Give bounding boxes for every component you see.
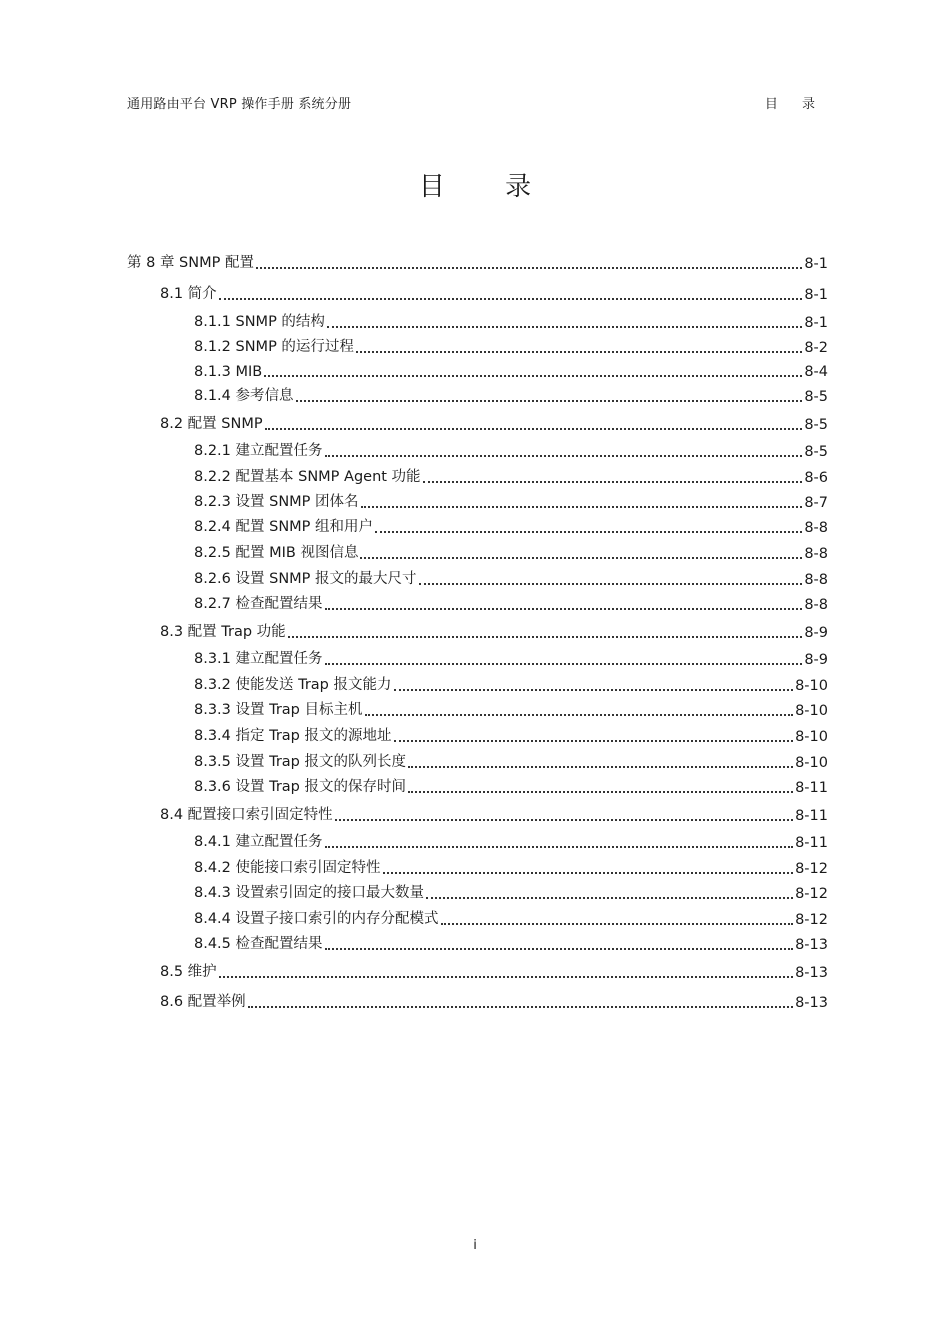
toc-entry-label: 8.2.4 配置 SNMP 组和用户 [194,519,374,535]
toc-entry-page: 8-11 [795,808,828,824]
toc-leader-dots [408,766,793,768]
toc-entry-page: 8-10 [795,755,828,771]
toc-entry[interactable] [127,829,828,851]
toc-entry-page: 8-10 [795,678,828,694]
toc-leader-dots [423,481,803,483]
toc-entry[interactable] [127,334,828,356]
toc-entry[interactable] [127,959,828,981]
toc-entry-page: 8-1 [804,315,828,331]
toc-entry-label: 8.2.3 设置 SNMP 团体名 [194,494,359,510]
toc-entry[interactable] [127,646,828,668]
toc-entry[interactable] [127,802,828,824]
toc-entry[interactable] [127,697,828,719]
toc-leader-dots [360,557,802,559]
toc-entry-page: 8-7 [804,495,828,511]
toc-leader-dots [419,583,803,585]
toc-entry[interactable] [127,855,828,877]
toc-entry-page: 8-4 [804,364,828,380]
toc-entry[interactable] [127,931,828,953]
toc-leader-dots [383,872,794,874]
toc-entry-label: 8.3.2 使能发送 Trap 报文能力 [194,677,392,693]
toc-entry-label: 8.4.1 建立配置任务 [194,834,323,850]
toc-entry[interactable] [127,989,828,1011]
toc-leader-dots [356,351,802,353]
toc-entry-label: 8.4.5 检查配置结果 [194,936,323,952]
toc-entry-label: 8.3.5 设置 Trap 报文的队列长度 [194,754,406,770]
toc-leader-dots [325,663,803,665]
toc-leader-dots [426,897,793,899]
toc-leader-dots [248,1006,793,1008]
toc-entry[interactable] [127,438,828,460]
toc-entry-page: 8-5 [804,444,828,460]
toc-leader-dots [219,298,803,300]
toc-entry[interactable] [127,591,828,613]
toc-entry-page: 8-12 [795,912,828,928]
toc-entry[interactable] [127,250,828,272]
toc-leader-dots [375,531,802,533]
toc-entry[interactable] [127,411,828,433]
toc-entry[interactable] [127,358,828,380]
page-header [127,93,825,113]
toc-entry-page: 8-10 [795,703,828,719]
toc-leader-dots [361,506,803,508]
toc-entry-page: 8-13 [795,995,828,1011]
toc-leader-dots [325,948,794,950]
toc-entry-label: 8.1.2 SNMP 的运行过程 [194,339,354,355]
toc-leader-dots [408,791,793,793]
toc-entry-page: 8-11 [795,835,828,851]
toc-entry-label: 8.1.4 参考信息 [194,388,294,404]
toc-leader-dots [325,455,803,457]
toc-entry-label: 8.2.5 配置 MIB 视图信息 [194,545,359,561]
toc-entry-page: 8-6 [804,470,828,486]
toc-leader-dots [325,608,803,610]
toc-entry-label: 8.4.2 使能接口索引固定特性 [194,860,381,876]
toc-entry-label: 8.2.7 检查配置结果 [194,596,323,612]
toc-entry-label: 8.2.1 建立配置任务 [194,443,323,459]
toc-entry[interactable] [127,619,828,641]
toc-entry-label: 8.1.1 SNMP 的结构 [194,314,325,330]
toc-entry-label: 8.3.1 建立配置任务 [194,651,323,667]
toc-entry-page: 8-5 [804,389,828,405]
toc-entry[interactable] [127,309,828,331]
toc-entry[interactable] [127,281,828,303]
toc-leader-dots [265,428,803,430]
toc-entry-label: 8.1 简介 [160,286,217,302]
toc-entry-page: 8-12 [795,861,828,877]
toc-entry-page: 8-1 [804,287,828,303]
page-number: i [473,1238,477,1253]
toc-entry[interactable] [127,464,828,486]
toc-entry[interactable] [127,749,828,771]
toc-entry-label: 8.4 配置接口索引固定特性 [160,807,333,823]
toc-leader-dots [219,976,793,978]
page-title: 目 录 [418,172,558,202]
toc-leader-dots [394,689,794,691]
toc-entry-label: 8.3.3 设置 Trap 目标主机 [194,702,363,718]
toc-leader-dots [296,400,803,402]
toc-entry[interactable] [127,514,828,536]
header-document-title: 通用路由平台 VRP 操作手册 系统分册 [127,97,352,112]
toc-entry-page: 8-13 [795,965,828,981]
toc-entry-page: 8-9 [804,652,828,668]
toc-entry[interactable] [127,566,828,588]
toc-entry-page: 8-8 [804,546,828,562]
toc-leader-dots [256,267,802,269]
toc-entry[interactable] [127,672,828,694]
toc-entry-label: 8.4.4 设置子接口索引的内存分配模式 [194,911,439,927]
toc-entry-page: 8-9 [804,625,828,641]
toc-leader-dots [325,846,794,848]
toc-entry-label: 8.2.2 配置基本 SNMP Agent 功能 [194,469,421,485]
toc-entry-label: 8.5 维护 [160,964,217,980]
toc-entry[interactable] [127,540,828,562]
toc-leader-dots [327,326,802,328]
toc-leader-dots [365,714,794,716]
toc-leader-dots [394,740,794,742]
toc-entry-label: 第 8 章 SNMP 配置 [127,255,254,271]
header-section-title: 目 录 [764,97,825,112]
toc-entry[interactable] [127,774,828,796]
toc-entry-page: 8-5 [804,417,828,433]
toc-entry-label: 8.6 配置举例 [160,994,246,1010]
toc-entry[interactable] [127,489,828,511]
toc-entry-page: 8-13 [795,937,828,953]
toc-entry-label: 8.3 配置 Trap 功能 [160,624,286,640]
toc-entry-page: 8-8 [804,572,828,588]
toc-entry-label: 8.3.4 指定 Trap 报文的源地址 [194,728,392,744]
toc-entry-label: 8.3.6 设置 Trap 报文的保存时间 [194,779,406,795]
toc-leader-dots [288,636,803,638]
toc-entry-page: 8-11 [795,780,828,796]
toc-entry-page: 8-10 [795,729,828,745]
toc-entry-page: 8-2 [804,340,828,356]
toc-entry-page: 8-8 [804,597,828,613]
toc-entry-page: 8-12 [795,886,828,902]
toc-entry-page: 8-1 [804,256,828,272]
toc-entry[interactable] [127,906,828,928]
toc-entry-label: 8.2.6 设置 SNMP 报文的最大尺寸 [194,571,417,587]
toc-leader-dots [335,819,793,821]
toc-entry-page: 8-8 [804,520,828,536]
toc-entry[interactable] [127,880,828,902]
toc-entry-label: 8.4.3 设置索引固定的接口最大数量 [194,885,425,901]
toc-leader-dots [264,375,802,377]
toc-entry[interactable] [127,383,828,405]
toc-leader-dots [441,923,794,925]
toc-entry-label: 8.1.3 MIB [194,364,263,380]
toc-entry-label: 8.2 配置 SNMP [160,416,263,432]
toc-entry[interactable] [127,723,828,745]
